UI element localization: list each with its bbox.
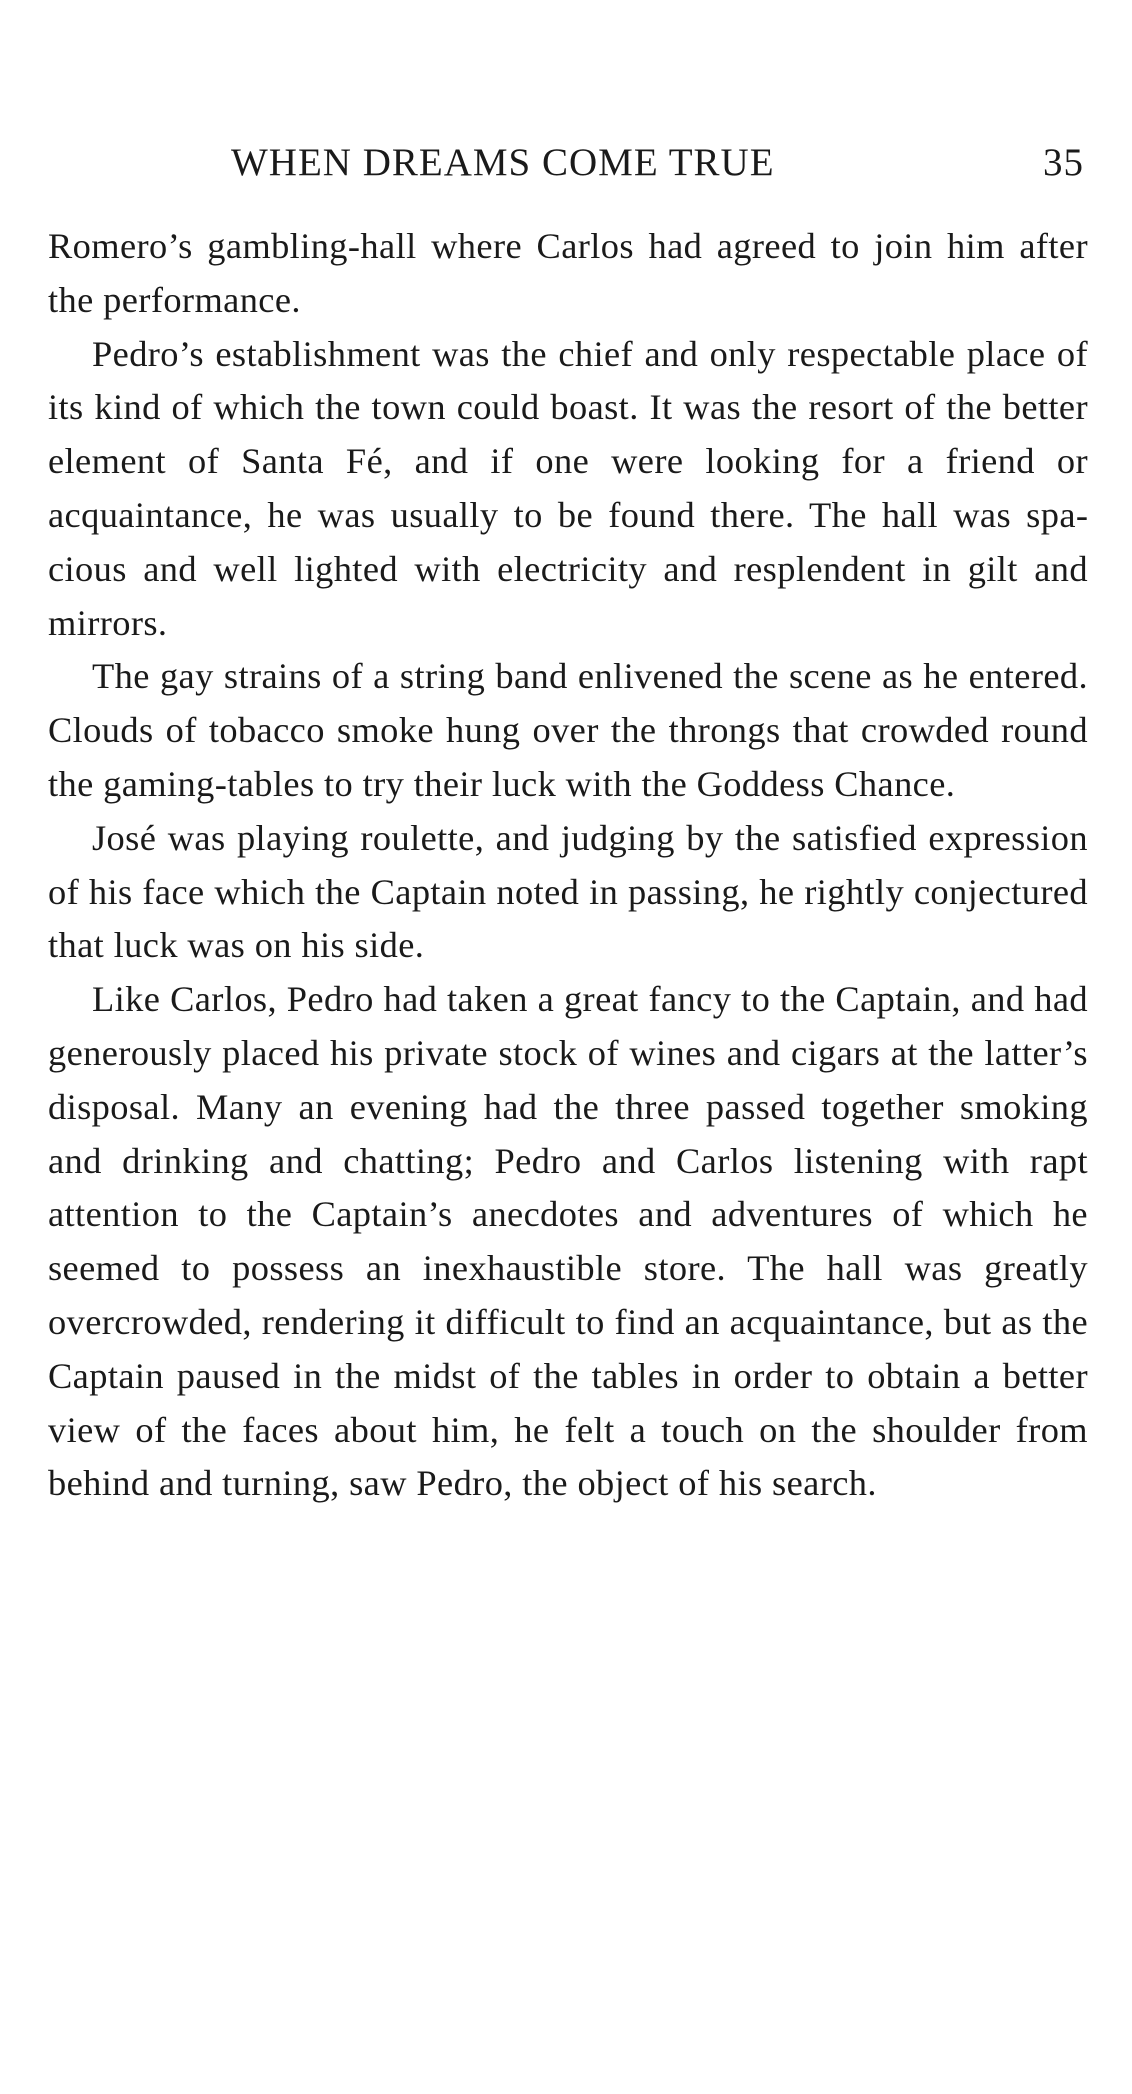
paragraph: José was playing roulette, and judging by the satisfied expression of his face which the Captain noted in passing, he rightly conjectured that luck was on his side. [48,817,1088,966]
paragraph-continuation: Romero’s gambling-hall where Carlos had agreed to join him after the performance. [48,226,1088,320]
running-title: WHEN DREAMS COME TRUE [231,141,775,184]
body-text [48,220,1088,1511]
running-head [48,140,1088,200]
paragraph: The gay strains of a string band enlivened the scene as he entered. Clouds of tobacco smoke hung over the throngs that crowded round the gaming-tables to try their luck with the Goddess Chance. [48,656,1088,804]
paragraph: Like Carlos, Pedro had taken a great fancy to the Captain, and had generously placed his private stock of wines and cigars at the latter’s disposal. Many an evening had the three passed together smoking and drinking and chatting; Pedro and Carlos listening with rapt attention to the Captain’s anecdotes and adventures of which he seemed to possess an inexhaustible store. The hall was greatly overcrowded, rendering it difficult to find an acquaintance, but as the Captain paused in the midst of the tables in order to obtain a better view of the faces about him, he felt a touch on the shoulder from behind and turning, saw Pedro, the object of his search. [48,979,1088,1504]
book-page [48,140,1088,1511]
page-number: 35 [1043,141,1084,184]
paragraph: Pedro’s establishment was the chief and only respectable place of its kind of which the town could boast. It was the resort of the better element of Santa Fé, and if one were looking for a friend or acquaintance, he was usually to be found there. The hall was spacious and well lighted with electricity and resplendent in gilt and mirrors. [48,333,1088,643]
